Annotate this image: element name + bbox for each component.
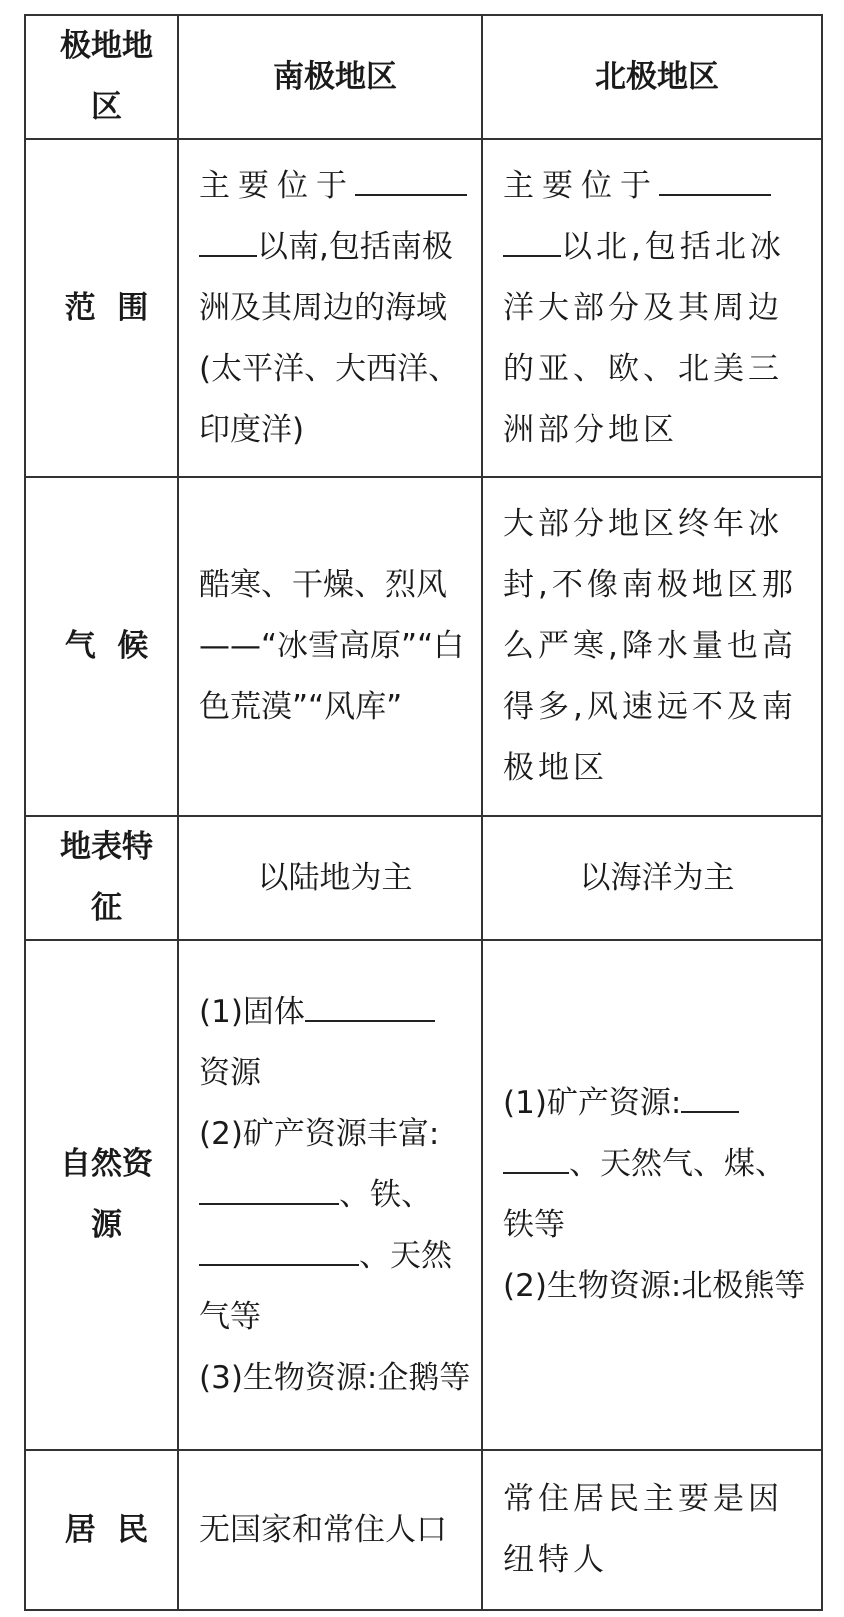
scope-antarctic-text-a: 主要位于 xyxy=(199,167,355,204)
row-label-resources: 自然资源 xyxy=(25,940,178,1450)
cell-climate-arctic: 大部分地区终年冰封,不像南极地区那么严寒,降水量也高得多,风速远不及南极地区 xyxy=(482,477,822,816)
cell-scope-antarctic xyxy=(178,139,482,477)
row-label-climate: 气 候 xyxy=(25,477,178,816)
fill-blank[interactable] xyxy=(503,225,561,257)
res-antarctic-l2c: 、天然气等 xyxy=(199,1237,452,1335)
res-arctic-l2: (2)生物资源:北极熊等 xyxy=(503,1268,806,1304)
scope-antarctic-text-b: 以南,包括南极洲及其周边的海域(太平洋、大西洋、印度洋) xyxy=(199,228,460,448)
fill-blank[interactable] xyxy=(503,1142,569,1174)
cell-resources-arctic xyxy=(482,940,822,1450)
row-surface xyxy=(25,816,822,940)
fill-blank[interactable] xyxy=(355,164,467,196)
res-antarctic-l1: (1)固体 xyxy=(199,993,305,1030)
cell-surface-arctic: 以海洋为主 xyxy=(482,816,822,940)
fill-blank[interactable] xyxy=(199,225,257,257)
res-arctic-l1: (1)矿产资源: xyxy=(503,1085,682,1121)
res-arctic-l1b: 、天然气、煤、铁等 xyxy=(503,1146,786,1243)
scope-arctic-text-a: 主要位于 xyxy=(503,167,659,204)
header-polar-region: 极地地区 xyxy=(25,15,178,139)
scope-arctic-text-b: 以北,包括北冰洋大部分及其周边的亚、欧、北美三洲部分地区 xyxy=(503,228,785,448)
header-antarctic: 南极地区 xyxy=(178,15,482,139)
header-arctic: 北极地区 xyxy=(482,15,822,139)
cell-residents-antarctic: 无国家和常住人口 xyxy=(178,1450,482,1610)
res-antarctic-l1b: 资源 xyxy=(199,1054,261,1091)
fill-blank[interactable] xyxy=(199,1173,339,1205)
polar-comparison-table xyxy=(24,14,823,1611)
row-resources xyxy=(25,940,822,1450)
fill-blank[interactable] xyxy=(681,1081,739,1113)
res-antarctic-l2b: 、铁、 xyxy=(339,1176,432,1213)
fill-blank[interactable] xyxy=(199,1234,359,1266)
fill-blank[interactable] xyxy=(305,990,435,1022)
row-climate xyxy=(25,477,822,816)
res-antarctic-l2: (2)矿产资源丰富: xyxy=(199,1115,440,1152)
row-label-scope: 范 围 xyxy=(25,139,178,477)
fill-blank[interactable] xyxy=(659,164,771,196)
row-label-residents: 居 民 xyxy=(25,1450,178,1610)
cell-surface-antarctic: 以陆地为主 xyxy=(178,816,482,940)
res-antarctic-l3: (3)生物资源:企鹅等 xyxy=(199,1359,471,1396)
row-scope xyxy=(25,139,822,477)
header-row xyxy=(25,15,822,139)
cell-climate-antarctic: 酷寒、干燥、烈风——“冰雪高原”“白色荒漠”“风库” xyxy=(178,477,482,816)
cell-residents-arctic: 常住居民主要是因纽特人 xyxy=(482,1450,822,1610)
cell-scope-arctic xyxy=(482,139,822,477)
row-label-surface: 地表特征 xyxy=(25,816,178,940)
row-residents xyxy=(25,1450,822,1610)
cell-resources-antarctic xyxy=(178,940,482,1450)
